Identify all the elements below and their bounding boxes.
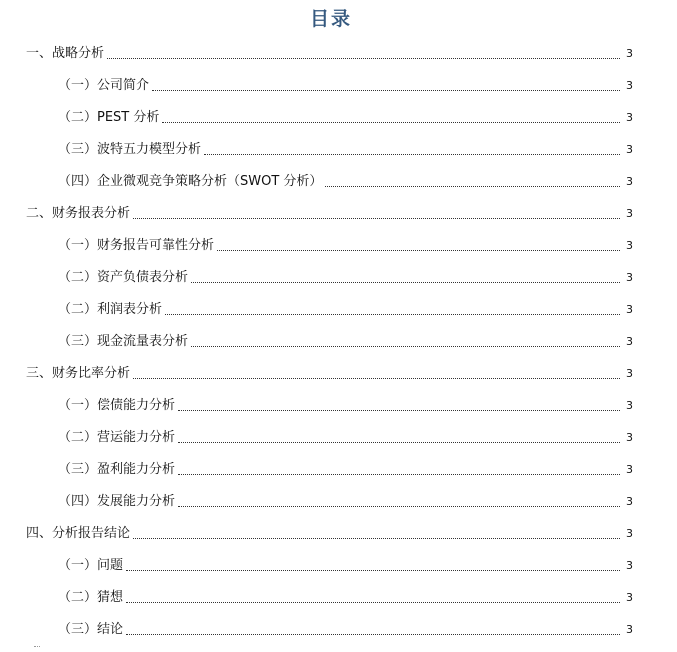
toc-entry[interactable] [0,481,677,513]
table-of-contents [0,33,677,641]
toc-dot-leader [204,154,620,155]
toc-dot-leader [126,634,620,635]
toc-dot-leader [178,506,620,507]
toc-page-number: 3 [626,207,633,220]
toc-page-number: 3 [626,143,633,156]
toc-entry[interactable] [0,609,677,641]
toc-page-number: 3 [626,175,633,188]
toc-page-number: 3 [626,271,633,284]
toc-entry[interactable] [0,129,677,161]
toc-entry-label: （一）公司简介 [58,78,150,93]
toc-entry-label: （三）波特五力模型分析 [58,142,202,157]
toc-entry-label: （一）财务报告可靠性分析 [58,238,215,253]
toc-dot-leader [126,602,620,603]
toc-entry[interactable] [0,513,677,545]
toc-dot-leader [165,314,620,315]
page-title: 目录 [309,8,352,30]
toc-dot-leader [133,538,620,539]
toc-entry-label: （三）现金流量表分析 [58,334,189,349]
toc-entry[interactable] [0,161,677,193]
toc-page-number: 3 [626,303,633,316]
toc-dot-leader [325,186,620,187]
toc-dot-leader [178,474,620,475]
toc-page-number: 3 [626,335,633,348]
toc-dot-leader [178,442,620,443]
toc-page-number: 3 [626,239,633,252]
toc-dot-leader [217,250,620,251]
toc-page-number: 3 [626,527,633,540]
toc-entry[interactable] [0,321,677,353]
toc-entry[interactable] [0,417,677,449]
toc-entry-label: 四、分析报告结论 [26,526,131,541]
toc-dot-leader [191,282,620,283]
toc-entry-label: （二）猜想 [58,590,124,605]
toc-page-number: 3 [626,367,633,380]
toc-entry-label: （一）问题 [58,558,124,573]
page-edge-mark [34,646,40,651]
toc-entry-label: （一）偿债能力分析 [58,398,176,413]
toc-dot-leader [152,90,620,91]
toc-entry-label: （二）资产负债表分析 [58,270,189,285]
toc-entry-label: （二）利润表分析 [58,302,163,317]
toc-page-number: 3 [626,47,633,60]
toc-page-number: 3 [626,559,633,572]
toc-entry-label: （二）PEST 分析 [58,110,160,125]
toc-entry-label: （二）营运能力分析 [58,430,176,445]
toc-dot-leader [126,570,620,571]
toc-page-number: 3 [626,79,633,92]
toc-entry[interactable] [0,385,677,417]
toc-dot-leader [162,122,620,123]
toc-entry[interactable] [0,193,677,225]
toc-page-number: 3 [626,623,633,636]
toc-entry[interactable] [0,65,677,97]
toc-entry[interactable] [0,33,677,65]
toc-dot-leader [178,410,620,411]
toc-entry-label: （四）发展能力分析 [58,494,176,509]
toc-entry-label: （三）盈利能力分析 [58,462,176,477]
toc-entry-label: （三）结论 [58,622,124,637]
toc-entry[interactable] [0,577,677,609]
toc-entry[interactable] [0,353,677,385]
toc-page-number: 3 [626,431,633,444]
toc-entry[interactable] [0,449,677,481]
toc-page-number: 3 [626,591,633,604]
toc-entry[interactable] [0,545,677,577]
toc-page-number: 3 [626,495,633,508]
toc-entry[interactable] [0,257,677,289]
toc-entry[interactable] [0,225,677,257]
toc-entry-label: 二、财务报表分析 [26,206,131,221]
toc-page-number: 3 [626,463,633,476]
toc-entry[interactable] [0,97,677,129]
toc-entry-label: 一、战略分析 [26,46,105,61]
toc-dot-leader [133,218,620,219]
toc-dot-leader [191,346,620,347]
toc-dot-leader [107,58,620,59]
toc-page-number: 3 [626,111,633,124]
toc-entry-label: 三、财务比率分析 [26,366,131,381]
toc-dot-leader [133,378,620,379]
toc-page-number: 3 [626,399,633,412]
toc-entry-label: （四）企业微观竞争策略分析（SWOT 分析） [58,174,323,189]
toc-entry[interactable] [0,289,677,321]
